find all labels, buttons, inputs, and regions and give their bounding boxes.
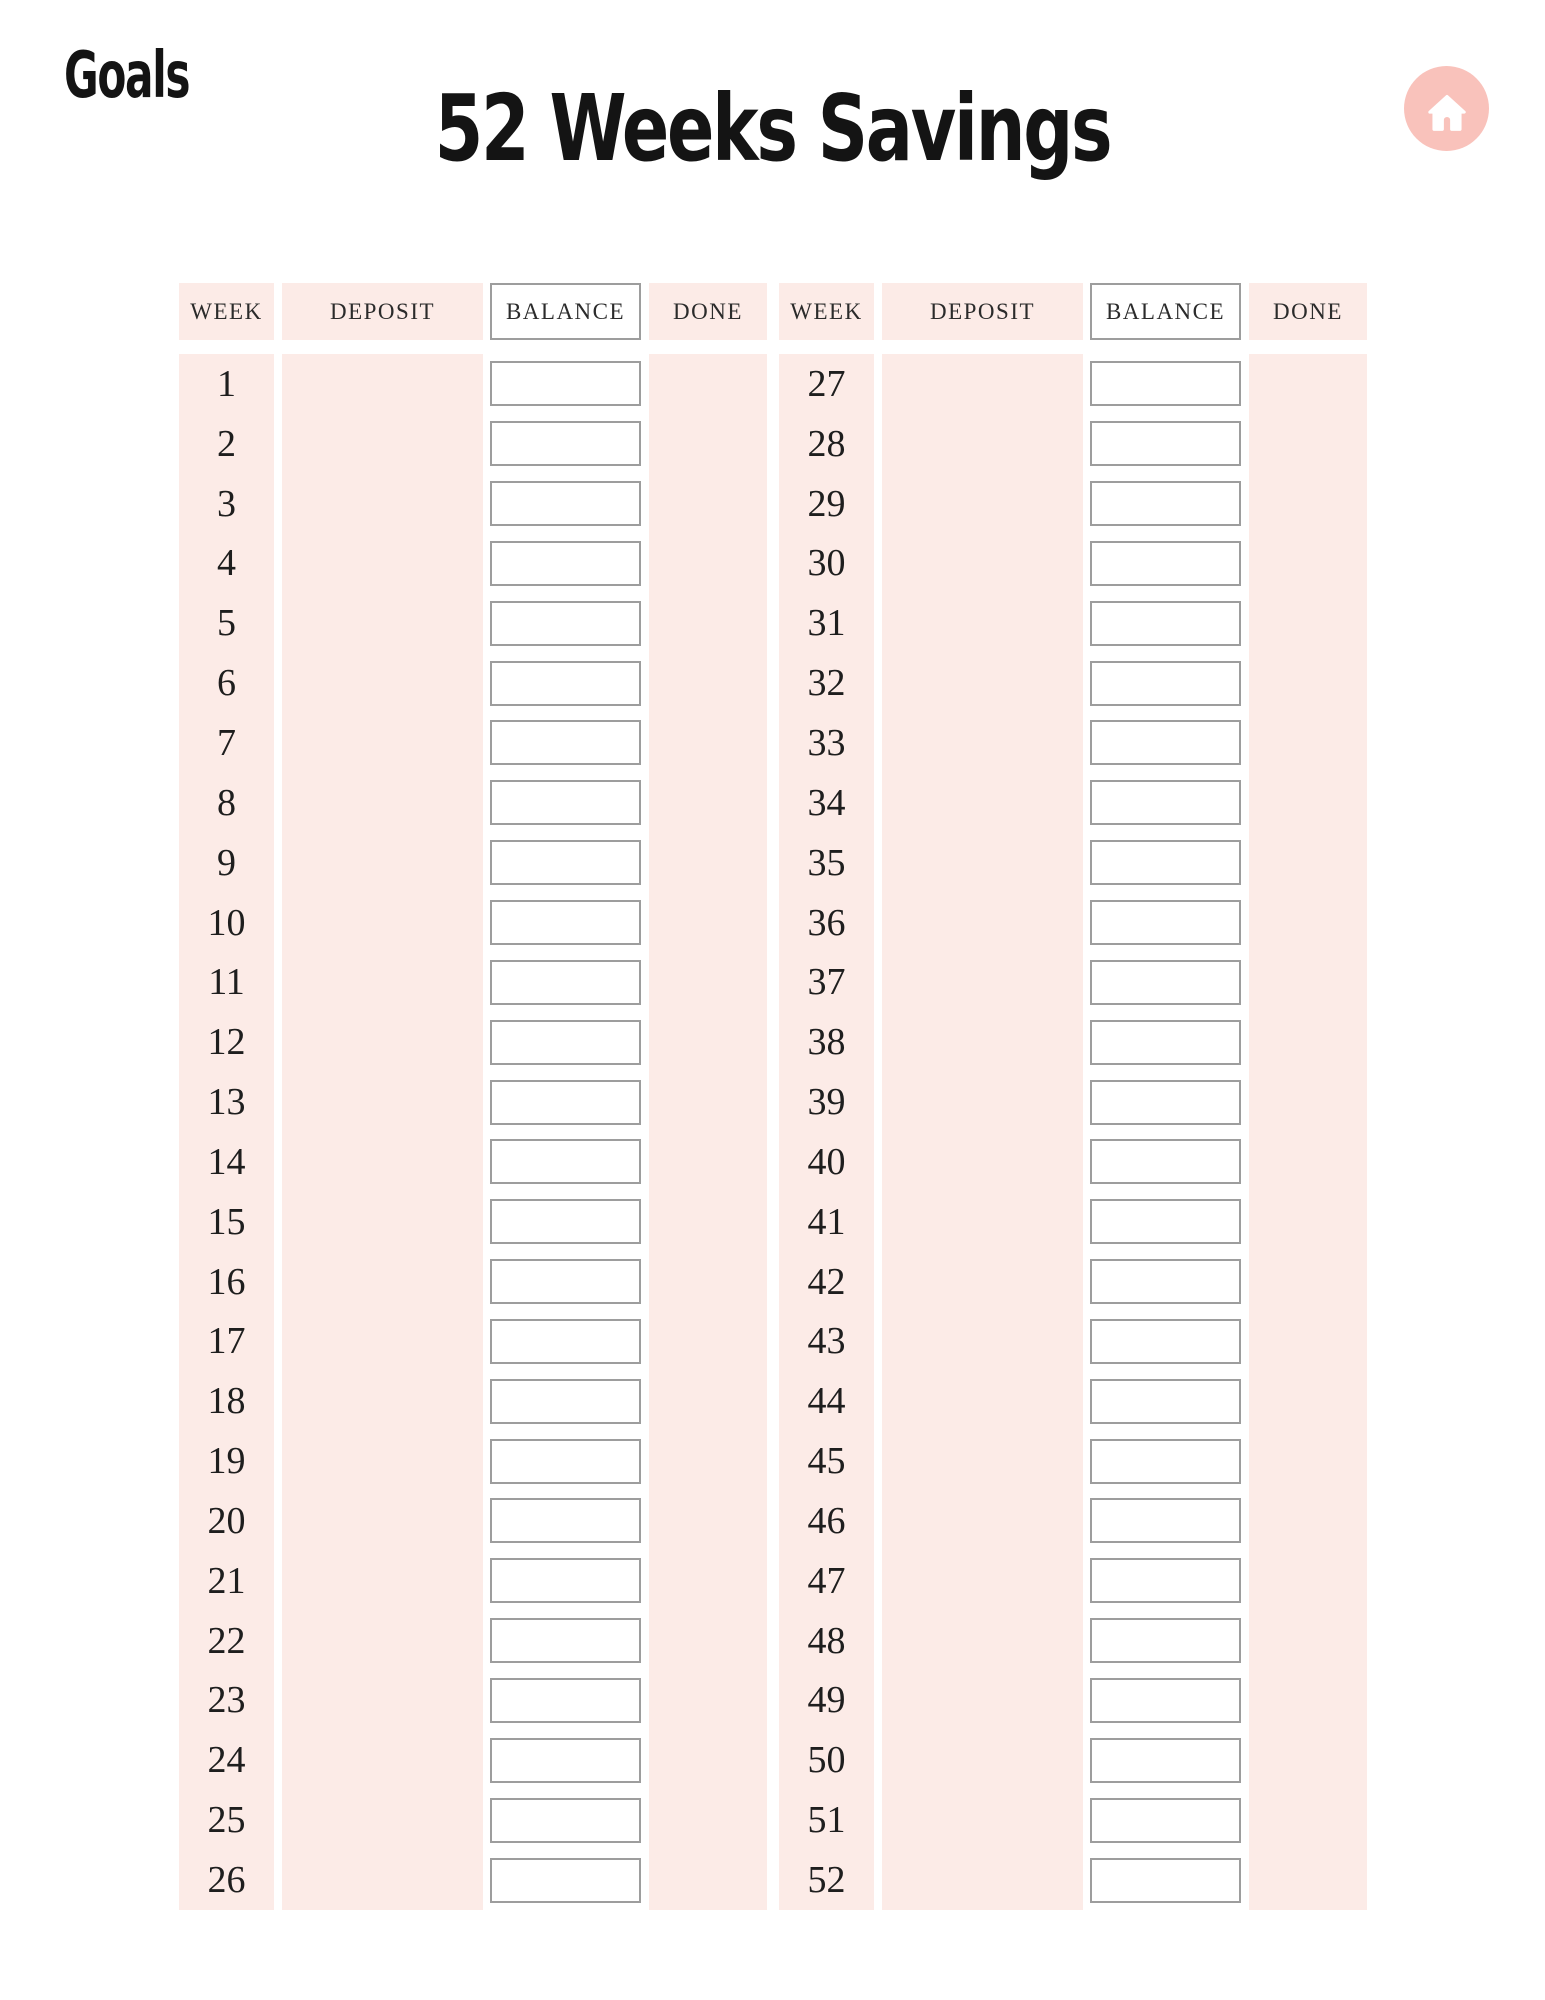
balance-input[interactable] xyxy=(1090,1319,1241,1364)
balance-input[interactable] xyxy=(490,1558,641,1603)
balance-row xyxy=(490,1671,641,1731)
balance-input[interactable] xyxy=(490,1139,641,1184)
balance-row xyxy=(1090,534,1241,594)
column-header-done: DONE xyxy=(1249,283,1367,340)
balance-input[interactable] xyxy=(490,1259,641,1304)
week-number-cell: 9 xyxy=(217,841,236,884)
balance-row xyxy=(1090,833,1241,893)
savings-table-weeks-27-52 xyxy=(779,283,1367,1910)
balance-row xyxy=(490,1491,641,1551)
week-number-cell: 2 xyxy=(217,422,236,465)
week-number-cell: 24 xyxy=(207,1739,246,1782)
balance-input[interactable] xyxy=(1090,361,1241,406)
balance-input[interactable] xyxy=(1090,1558,1241,1603)
balance-row xyxy=(1090,893,1241,953)
balance-row xyxy=(1090,1312,1241,1372)
balance-row xyxy=(1090,1132,1241,1192)
balance-input[interactable] xyxy=(1090,421,1241,466)
balance-row xyxy=(490,1012,641,1072)
balance-input[interactable] xyxy=(490,661,641,706)
balance-input[interactable] xyxy=(490,361,641,406)
balance-input[interactable] xyxy=(1090,780,1241,825)
week-number-cell: 18 xyxy=(207,1380,246,1423)
balance-row xyxy=(490,1850,641,1910)
balance-input[interactable] xyxy=(1090,1858,1241,1903)
balance-row xyxy=(490,1730,641,1790)
balance-input[interactable] xyxy=(1090,1020,1241,1065)
week-number-cell: 32 xyxy=(807,662,846,705)
balance-input[interactable] xyxy=(1090,1618,1241,1663)
week-number-cell: 33 xyxy=(807,721,846,764)
week-number-cell: 41 xyxy=(807,1200,846,1243)
deposit-column xyxy=(282,354,483,1910)
week-number-cell: 29 xyxy=(807,482,846,525)
balance-row xyxy=(1090,1790,1241,1850)
week-number-cell: 48 xyxy=(807,1619,846,1662)
week-number-cell: 14 xyxy=(207,1140,246,1183)
balance-input[interactable] xyxy=(490,840,641,885)
week-number-cell: 31 xyxy=(807,602,846,645)
week-number-cell: 38 xyxy=(807,1021,846,1064)
week-number-cell: 51 xyxy=(807,1799,846,1842)
week-number-cell: 17 xyxy=(207,1320,246,1363)
balance-input[interactable] xyxy=(1090,1678,1241,1723)
balance-input[interactable] xyxy=(1090,601,1241,646)
balance-row xyxy=(490,653,641,713)
balance-row xyxy=(490,1192,641,1252)
week-number-cell: 11 xyxy=(208,961,245,1004)
balance-input[interactable] xyxy=(490,1020,641,1065)
balance-input[interactable] xyxy=(490,900,641,945)
balance-input[interactable] xyxy=(490,720,641,765)
week-number-cell: 37 xyxy=(807,961,846,1004)
week-number-cell: 6 xyxy=(217,662,236,705)
balance-row xyxy=(1090,653,1241,713)
column-header-balance: BALANCE xyxy=(1090,283,1241,340)
balance-input[interactable] xyxy=(490,541,641,586)
week-number-cell: 42 xyxy=(807,1260,846,1303)
balance-row xyxy=(1090,773,1241,833)
balance-row xyxy=(490,593,641,653)
done-column xyxy=(649,354,767,1910)
balance-row xyxy=(1090,1730,1241,1790)
balance-input[interactable] xyxy=(490,1080,641,1125)
balance-row xyxy=(490,534,641,594)
balance-input[interactable] xyxy=(490,601,641,646)
balance-row xyxy=(490,1312,641,1372)
week-number-cell: 5 xyxy=(217,602,236,645)
balance-row xyxy=(490,1252,641,1312)
balance-row xyxy=(490,833,641,893)
week-column xyxy=(179,354,274,1910)
balance-row xyxy=(490,1371,641,1431)
week-number-cell: 8 xyxy=(217,781,236,824)
balance-row xyxy=(1090,1671,1241,1731)
balance-input[interactable] xyxy=(1090,1439,1241,1484)
balance-input[interactable] xyxy=(490,421,641,466)
week-number-cell: 30 xyxy=(807,542,846,585)
balance-row xyxy=(1090,952,1241,1012)
balance-row xyxy=(1090,1491,1241,1551)
balance-input[interactable] xyxy=(490,1618,641,1663)
week-number-cell: 39 xyxy=(807,1081,846,1124)
week-number-cell: 21 xyxy=(207,1559,246,1602)
balance-input[interactable] xyxy=(490,1379,641,1424)
week-number-cell: 49 xyxy=(807,1679,846,1722)
balance-row xyxy=(490,414,641,474)
week-number-cell: 34 xyxy=(807,781,846,824)
balance-input[interactable] xyxy=(490,1678,641,1723)
balance-input[interactable] xyxy=(490,1439,641,1484)
balance-input[interactable] xyxy=(490,1858,641,1903)
balance-row xyxy=(490,893,641,953)
week-number-cell: 20 xyxy=(207,1499,246,1542)
week-number-cell: 28 xyxy=(807,422,846,465)
balance-input[interactable] xyxy=(1090,960,1241,1005)
column-header-done: DONE xyxy=(649,283,767,340)
balance-row xyxy=(1090,1012,1241,1072)
balance-input[interactable] xyxy=(1090,481,1241,526)
table-header-row xyxy=(779,283,1367,340)
balance-input[interactable] xyxy=(490,1738,641,1783)
week-number-cell: 1 xyxy=(217,362,236,405)
week-number-cell: 52 xyxy=(807,1859,846,1902)
balance-row xyxy=(1090,1850,1241,1910)
balance-row xyxy=(490,1431,641,1491)
week-number-cell: 19 xyxy=(207,1440,246,1483)
balance-row xyxy=(1090,1431,1241,1491)
column-header-week: WEEK xyxy=(779,283,874,340)
week-number-cell: 15 xyxy=(207,1200,246,1243)
balance-input[interactable] xyxy=(1090,1259,1241,1304)
balance-row xyxy=(490,1611,641,1671)
week-number-cell: 16 xyxy=(207,1260,246,1303)
balance-row xyxy=(490,1132,641,1192)
balance-input[interactable] xyxy=(1090,900,1241,945)
balance-row xyxy=(1090,1551,1241,1611)
balance-row xyxy=(490,773,641,833)
week-number-cell: 27 xyxy=(807,362,846,405)
balance-input[interactable] xyxy=(1090,1498,1241,1543)
balance-row xyxy=(1090,713,1241,773)
column-header-deposit: DEPOSIT xyxy=(282,283,483,340)
deposit-column xyxy=(882,354,1083,1910)
balance-column xyxy=(490,354,641,1910)
balance-input[interactable] xyxy=(1090,541,1241,586)
balance-row xyxy=(1090,354,1241,414)
balance-input[interactable] xyxy=(490,1319,641,1364)
week-number-cell: 22 xyxy=(207,1619,246,1662)
balance-row xyxy=(490,1790,641,1850)
balance-input[interactable] xyxy=(1090,1199,1241,1244)
balance-row xyxy=(1090,1192,1241,1252)
table-body xyxy=(179,354,767,1910)
balance-input[interactable] xyxy=(1090,661,1241,706)
balance-input[interactable] xyxy=(1090,840,1241,885)
table-body xyxy=(779,354,1367,1910)
week-number-cell: 3 xyxy=(217,482,236,525)
balance-input[interactable] xyxy=(490,481,641,526)
balance-row xyxy=(490,354,641,414)
week-number-cell: 35 xyxy=(807,841,846,884)
balance-input[interactable] xyxy=(490,1498,641,1543)
table-header-row xyxy=(179,283,767,340)
week-number-cell: 45 xyxy=(807,1440,846,1483)
goals-label: Goals xyxy=(64,39,190,113)
balance-input[interactable] xyxy=(490,780,641,825)
balance-input[interactable] xyxy=(1090,1798,1241,1843)
balance-row xyxy=(1090,474,1241,534)
balance-row xyxy=(490,952,641,1012)
balance-row xyxy=(1090,593,1241,653)
week-number-cell: 50 xyxy=(807,1739,846,1782)
done-column xyxy=(1249,354,1367,1910)
week-number-cell: 25 xyxy=(207,1799,246,1842)
home-icon xyxy=(1421,83,1473,135)
week-number-cell: 23 xyxy=(207,1679,246,1722)
week-number-cell: 47 xyxy=(807,1559,846,1602)
week-column xyxy=(779,354,874,1910)
balance-input[interactable] xyxy=(1090,1379,1241,1424)
balance-row xyxy=(1090,1611,1241,1671)
week-number-cell: 4 xyxy=(217,542,236,585)
week-number-cell: 13 xyxy=(207,1081,246,1124)
balance-input[interactable] xyxy=(490,1199,641,1244)
balance-input[interactable] xyxy=(1090,1139,1241,1184)
week-number-cell: 10 xyxy=(207,901,246,944)
balance-row xyxy=(1090,1371,1241,1431)
balance-row xyxy=(1090,1072,1241,1132)
week-number-cell: 40 xyxy=(807,1140,846,1183)
week-number-cell: 26 xyxy=(207,1859,246,1902)
balance-input[interactable] xyxy=(1090,1738,1241,1783)
week-number-cell: 46 xyxy=(807,1499,846,1542)
week-number-cell: 36 xyxy=(807,901,846,944)
balance-row xyxy=(490,713,641,773)
column-header-balance: BALANCE xyxy=(490,283,641,340)
savings-table-weeks-1-26 xyxy=(179,283,767,1910)
column-header-deposit: DEPOSIT xyxy=(882,283,1083,340)
week-number-cell: 12 xyxy=(207,1021,246,1064)
balance-row xyxy=(490,474,641,534)
balance-column xyxy=(1090,354,1241,1910)
balance-row xyxy=(1090,1252,1241,1312)
balance-row xyxy=(490,1551,641,1611)
week-number-cell: 43 xyxy=(807,1320,846,1363)
week-number-cell: 7 xyxy=(217,721,236,764)
balance-row xyxy=(1090,414,1241,474)
balance-input[interactable] xyxy=(1090,720,1241,765)
page-title-text: 52 Weeks Savings xyxy=(434,75,1111,182)
week-number-cell: 44 xyxy=(807,1380,846,1423)
home-button[interactable] xyxy=(1404,66,1489,151)
balance-input[interactable] xyxy=(490,960,641,1005)
balance-row xyxy=(490,1072,641,1132)
balance-input[interactable] xyxy=(1090,1080,1241,1125)
balance-input[interactable] xyxy=(490,1798,641,1843)
column-header-week: WEEK xyxy=(179,283,274,340)
